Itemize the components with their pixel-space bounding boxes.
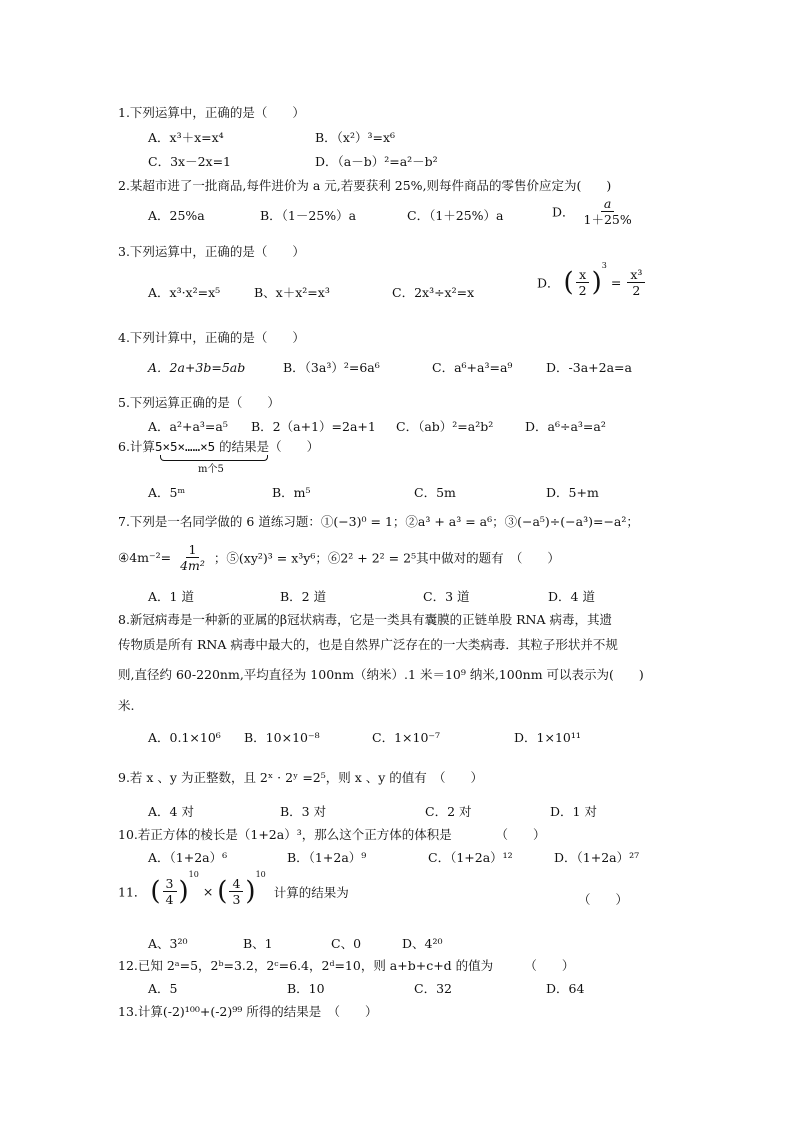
q6-option-c: C．5m — [414, 485, 456, 500]
question-9-stem: 9.若 x 、y 为正整数，且 2ˣ · 2ʸ =2⁵，则 x 、y 的值有 （ ） — [118, 770, 484, 785]
q6-option-a: A．5ᵐ — [148, 485, 186, 500]
q6-option-d: D．5+m — [546, 485, 599, 500]
q7-option-d: D．4 道 — [548, 589, 595, 604]
q9-option-a: A．4 对 — [148, 804, 194, 819]
q4-option-a: A．2a+3b=5ab — [148, 360, 246, 375]
q5-option-a: A．a²+a³=a⁵ — [148, 419, 228, 434]
question-11-stem: 11． ( $\frac{3}{4}$ )$^{10}$ × ( $\frac{4}{3}$ )$^{10}$ 计算的结果为 — [118, 870, 349, 907]
q12-option-a: A．5 — [148, 981, 178, 996]
q8-option-b: B．10×10⁻⁸ — [244, 730, 320, 745]
q1-option-d: D．（a－b）²=a²－b² — [315, 154, 438, 169]
q8-option-c: C．1×10⁻⁷ — [372, 730, 441, 745]
question-6-stem: 6.计算5×5×……×5 的结果是（ ） — [118, 439, 320, 454]
question-1-stem: 1.下列运算中，正确的是（ ） — [118, 105, 305, 120]
q3-option-c: C．2x³÷x²=x — [392, 285, 475, 300]
q12-option-c: C．32 — [414, 981, 452, 996]
q1-option-a: A．x³＋x=x⁴ — [148, 130, 224, 145]
question-8-line-1: 8.新冠病毒是一种新的亚属的β冠状病毒，它是一类具有囊膜的正链单股 RNA 病毒，其遗 — [118, 612, 612, 627]
question-7-stem-line2: ④4m⁻²= $\frac{1}{\text{4m²}}$ ；⑤(xy²)³ = x³y⁶；⑥2² + 2² = 2⁵其中做对的题有 （ ） — [118, 542, 560, 573]
q4-option-c: C．a⁶+a³=a⁹ — [432, 360, 513, 375]
q2-option-c: C．（1＋25%）a — [407, 208, 504, 223]
q11-answer-blank: （ ） — [578, 892, 629, 907]
q5-option-b: B．2（a+1）=2a+1 — [251, 419, 376, 434]
q12-option-b: B．10 — [287, 981, 325, 996]
q10-option-c: C．（1+2a）¹² — [428, 850, 513, 865]
question-3-stem: 3.下列运算中，正确的是（ ） — [118, 244, 305, 259]
q7-option-a: A．1 道 — [148, 589, 194, 604]
q2-option-b: B．（1－25%）a — [260, 208, 357, 223]
q10-option-b: B．（1+2a）⁹ — [287, 850, 367, 865]
question-2-stem: 2.某超市进了一批商品,每件进价为 a 元,若要获利 25%,则每件商品的零售价应定为( ) — [118, 178, 612, 193]
q10-option-d: D．（1+2a）²⁷ — [554, 850, 640, 865]
q7-option-c: C．3 道 — [423, 589, 470, 604]
q3-option-d: D． ( $\frac{x}{2}$ )$^3$ = $\frac{\text{x³}}{2}$ — [537, 266, 647, 298]
q3-option-b: B、x＋x²=x³ — [254, 285, 330, 300]
q7-option-b: B．2 道 — [280, 589, 327, 604]
q11-option-b: B、1 — [243, 936, 273, 951]
question-10-stem: 10.若正方体的棱长是（1+2a）³，那么这个正方体的体积是 （ ） — [118, 827, 546, 842]
q2-option-d: D． $\frac{a}{1+25\%}$ — [552, 196, 637, 227]
q8-option-a: A．0.1×10⁶ — [148, 730, 221, 745]
q12-option-d: D．64 — [546, 981, 585, 996]
q1-option-c: C．3x－2x=1 — [148, 154, 231, 169]
q2-option-a: A．25%a — [148, 208, 205, 223]
q11-option-d: D、4²⁰ — [402, 936, 443, 951]
question-13-stem: 13.计算(-2)¹⁰⁰+(-2)⁹⁹ 所得的结果是 （ ） — [118, 1004, 378, 1019]
q11-option-c: C、0 — [331, 936, 362, 951]
q2-fraction: $\frac{a}{1+25\%}$ — [583, 196, 632, 227]
q5-option-c: C．（ab）²=a²b² — [396, 419, 494, 434]
q11-option-a: A、3²⁰ — [148, 936, 188, 951]
question-12-stem: 12.已知 2ᵃ=5，2ᵇ=3.2，2ᶜ=6.4，2ᵈ=10，则 a+b+c+d 的值为 （ ） — [118, 958, 575, 973]
q9-option-b: B．3 对 — [280, 804, 327, 819]
q4-option-d: D．-3a+2a=a — [546, 360, 632, 375]
question-7-stem: 7.下列是一名同学做的 6 道练习题：①(−3)⁰ = 1；②a³ + a³ = a⁶；③(−a⁵)÷(−a³)=−a²； — [118, 514, 639, 529]
question-5-stem: 5.下列运算正确的是（ ） — [118, 395, 280, 410]
question-8-line-2: 传物质是所有 RNA 病毒中最大的，也是自然界广泛存在的一大类病毒．其粒子形状并不规 — [118, 637, 618, 652]
q6-brace-label: m个5 — [198, 464, 224, 475]
question-8-line-4: 米. — [118, 698, 135, 713]
q4-option-b: B．（3a³）²=6a⁶ — [283, 360, 380, 375]
q6-option-b: B．m⁵ — [272, 485, 311, 500]
q5-option-d: D．a⁶÷a³=a² — [525, 419, 606, 434]
q3-option-a: A．x³·x²=x⁵ — [148, 285, 221, 300]
question-8-line-3: 则,直径约 60-220nm,平均直径为 100nm（纳米）.1 米＝10⁹ 纳米,100nm 可以表示为( ) — [118, 667, 644, 682]
q8-option-d: D．1×10¹¹ — [514, 730, 581, 745]
q1-option-b: B．（x²）³=x⁶ — [315, 130, 396, 145]
q9-option-d: D．1 对 — [550, 804, 597, 819]
q9-option-c: C．2 对 — [425, 804, 472, 819]
q10-option-a: A．（1+2a）⁶ — [148, 850, 228, 865]
question-4-stem: 4.下列计算中，正确的是（ ） — [118, 330, 305, 345]
